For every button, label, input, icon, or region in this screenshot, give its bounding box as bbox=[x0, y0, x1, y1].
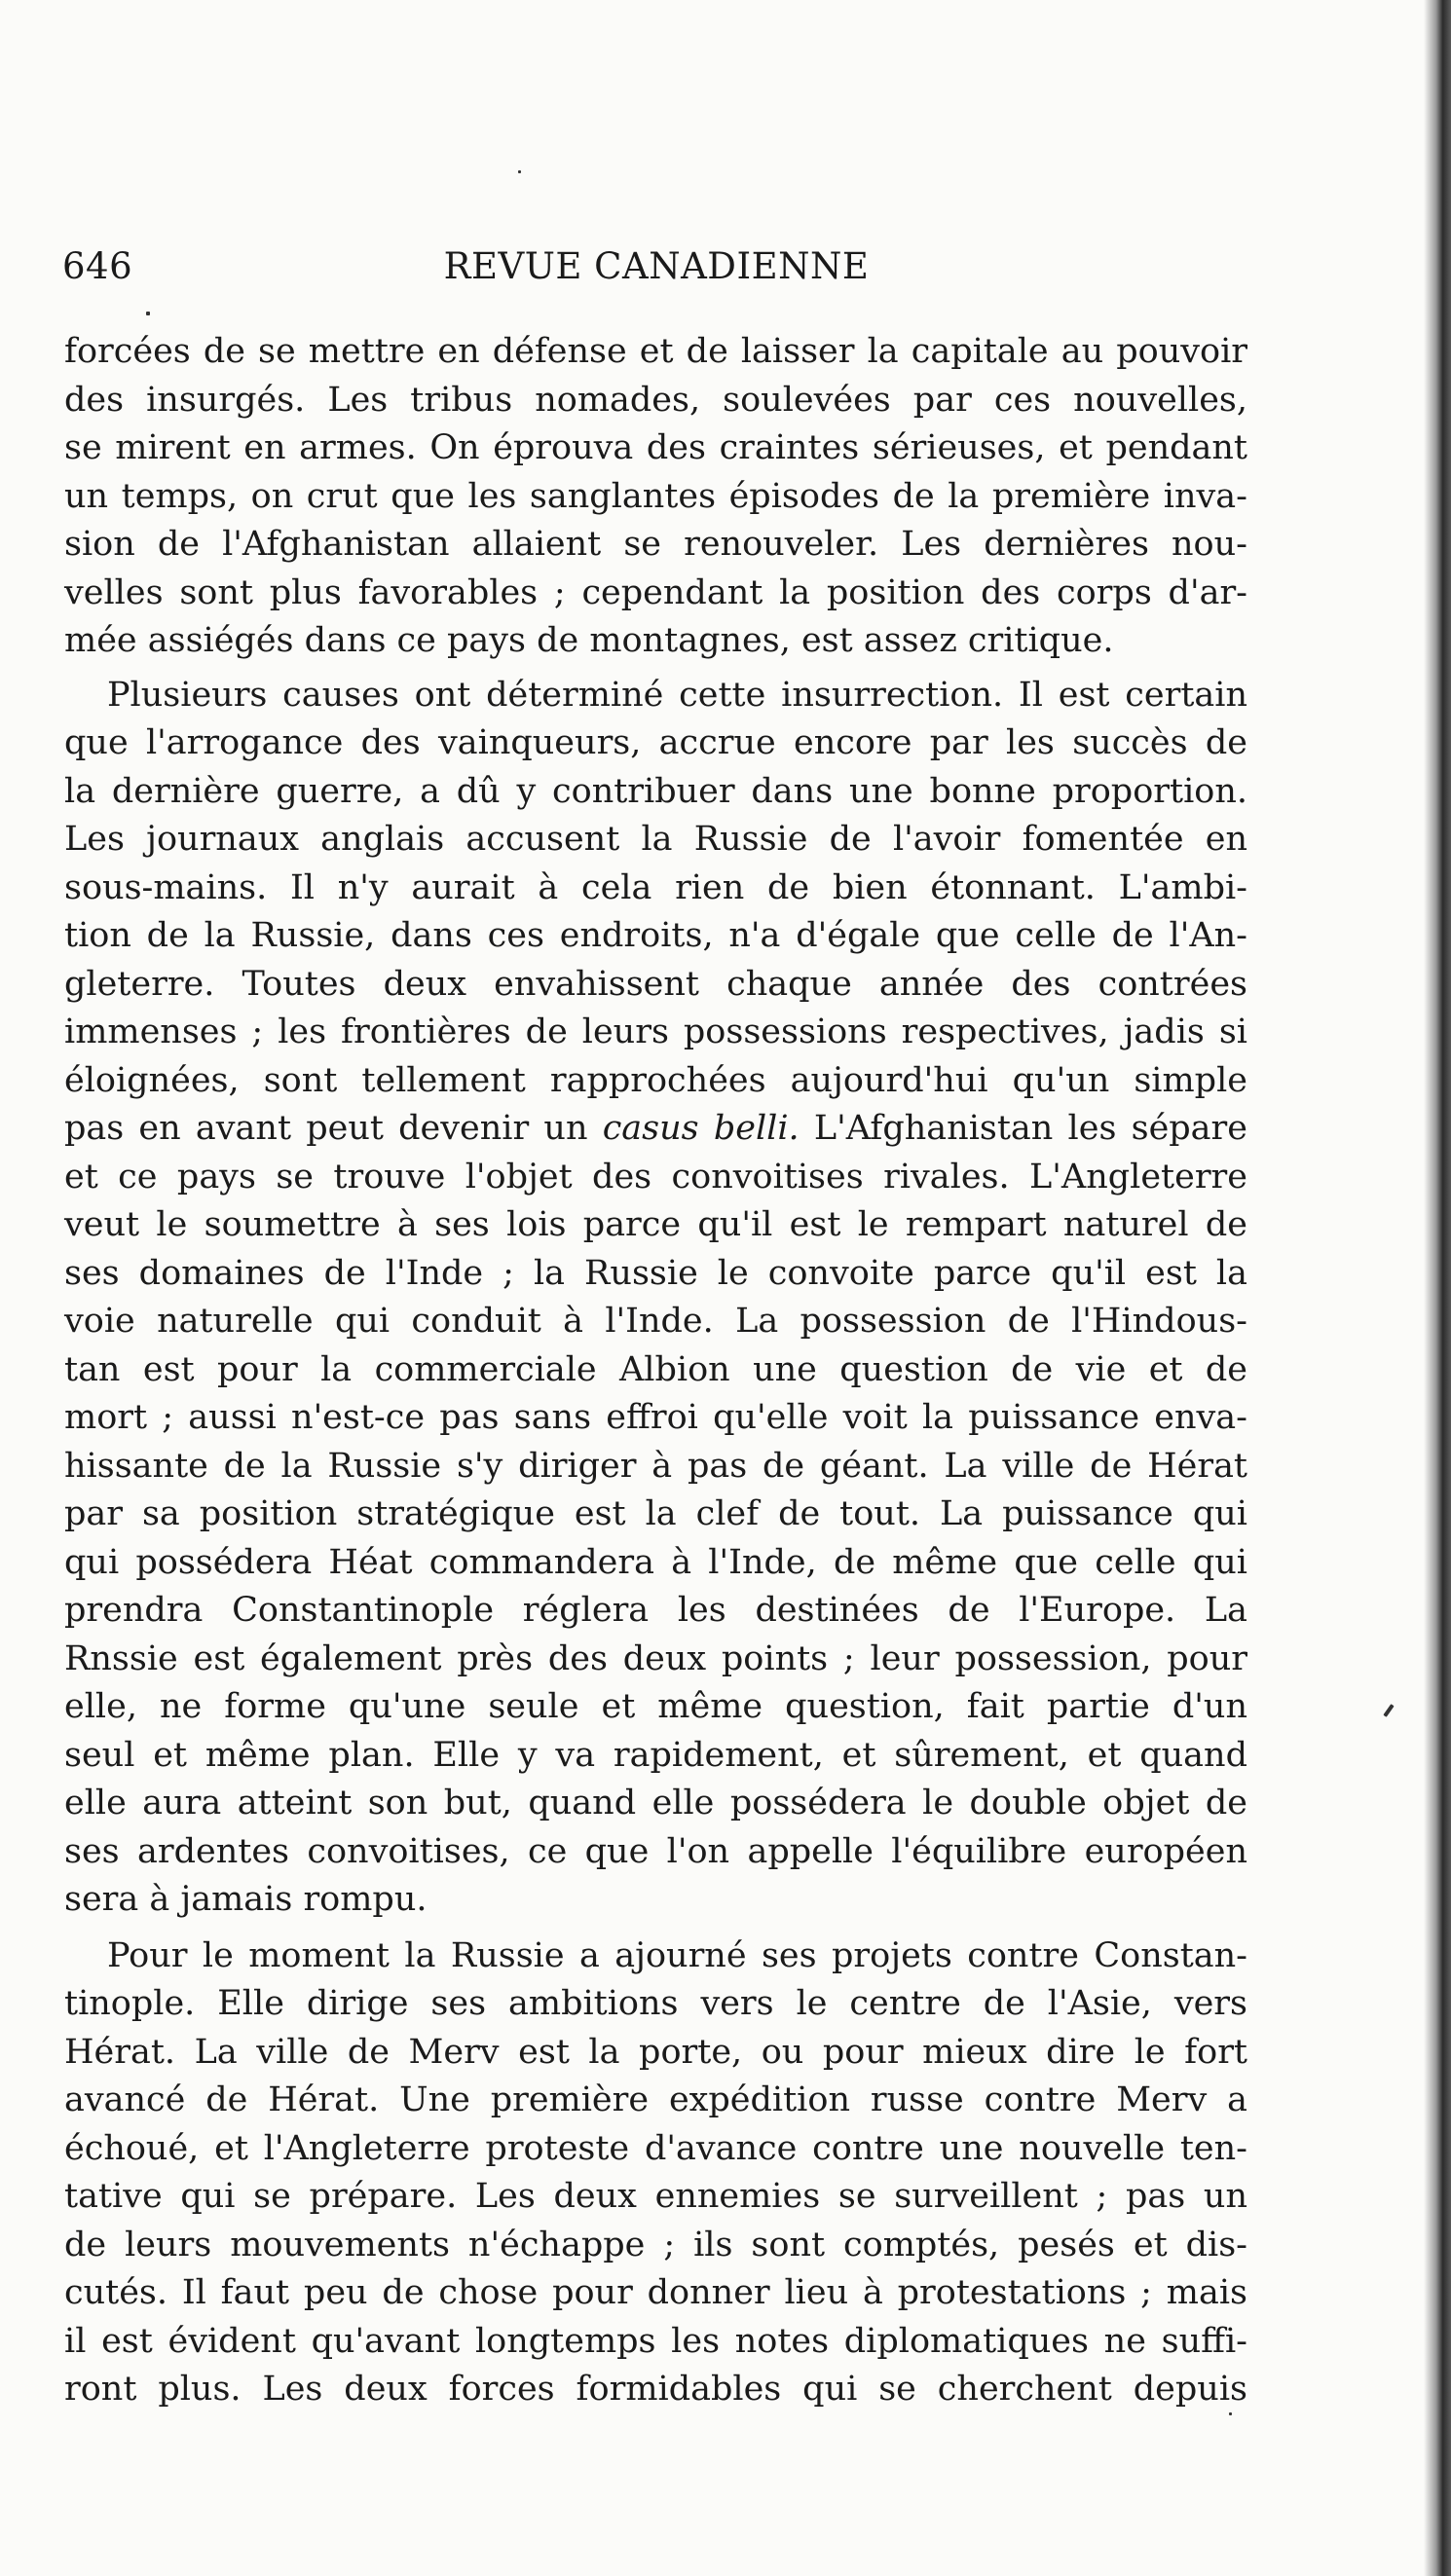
text-line: elle, ne forme qu'une seule et même question, fait partie d'un bbox=[64, 1687, 1247, 1726]
text-line: immenses ; les frontières de leurs possessions respectives, jadis si bbox=[64, 1012, 1247, 1051]
ink-speck bbox=[1383, 1704, 1394, 1717]
text-line: cutés. Il faut peu de chose pour donner lieu à protestations ; mais bbox=[64, 2273, 1247, 2312]
text-line: seul et même plan. Elle y va rapidement, et sûrement, et quand bbox=[64, 1735, 1247, 1775]
paragraph-3 bbox=[64, 1932, 1247, 2414]
text-line: hissante de la Russie s'y diriger à pas de géant. La ville de Hérat bbox=[64, 1446, 1247, 1486]
text-line: se mirent en armes. On éprouva des craintes sérieuses, et pendant bbox=[64, 428, 1247, 467]
text-line: la dernière guerre, a dû y contribuer dans une bonne proportion. bbox=[64, 771, 1247, 811]
text-line: forcées de se mettre en défense et de laisser la capitale au pouvoir bbox=[64, 332, 1247, 371]
text-line: velles sont plus favorables ; cependant la position des corps d'ar- bbox=[64, 572, 1247, 612]
text-line-with-italic bbox=[64, 1105, 1247, 1154]
text-line: il est évident qu'avant longtemps les notes diplomatiques ne suffi- bbox=[64, 2321, 1247, 2361]
text-line: mort ; aussi n'est-ce pas sans effroi qu'elle voit la puissance enva- bbox=[64, 1398, 1247, 1437]
text-line: sera à jamais rompu. bbox=[64, 1880, 428, 1919]
text-line: veut le soumettre à ses lois parce qu'il est le rempart naturel de bbox=[64, 1205, 1247, 1244]
text-line: échoué, et l'Angleterre proteste d'avance contre une nouvelle ten- bbox=[64, 2128, 1247, 2168]
text-line: Hérat. La ville de Merv est la porte, ou pour mieux dire le fort bbox=[64, 2032, 1247, 2072]
paragraph-2 bbox=[64, 672, 1247, 1925]
text-line: par sa position stratégique est la clef de tout. La puissance qui bbox=[64, 1494, 1247, 1533]
running-title: REVUE CANADIENNE bbox=[443, 245, 870, 287]
text-run: pas en avant peut devenir un bbox=[64, 1109, 603, 1148]
body-text bbox=[64, 328, 1247, 2414]
text-line: Rnssie est également près des deux points ; leur possession, pour bbox=[64, 1638, 1247, 1678]
ink-speck bbox=[1229, 2412, 1232, 2415]
text-line: ses domaines de l'Inde ; la Russie le convoite parce qu'il est la bbox=[64, 1253, 1247, 1293]
paragraph-1 bbox=[64, 328, 1247, 666]
italic-phrase: casus belli. bbox=[602, 1109, 800, 1148]
text-run: L'Afghanistan les sépare bbox=[799, 1109, 1247, 1148]
text-line: Pour le moment la Russie a ajourné ses projets contre Constan- bbox=[107, 1935, 1247, 1975]
text-line: tative qui se prépare. Les deux ennemies se surveillent ; pas un bbox=[64, 2177, 1247, 2216]
text-line: Plusieurs causes ont déterminé cette insurrection. Il est certain bbox=[107, 675, 1247, 715]
text-line: sous-mains. Il n'y aurait à cela rien de bien étonnant. L'ambi- bbox=[64, 867, 1247, 907]
text-line: et ce pays se trouve l'objet des convoitises rivales. L'Angleterre bbox=[64, 1157, 1247, 1196]
text-line: qui possédera Héat commandera à l'Inde, de même que celle qui bbox=[64, 1542, 1247, 1582]
text-line: éloignées, sont tellement rapprochées aujourd'hui qu'un simple bbox=[64, 1060, 1247, 1100]
ink-speck bbox=[146, 312, 150, 315]
text-line: tinople. Elle dirige ses ambitions vers le centre de l'Asie, vers bbox=[64, 1984, 1247, 2023]
text-line: de leurs mouvements n'échappe ; ils sont comptés, pesés et dis- bbox=[64, 2225, 1247, 2264]
text-line: que l'arrogance des vainqueurs, accrue encore par les succès de bbox=[64, 723, 1247, 762]
text-line: prendra Constantinople réglera les destinées de l'Europe. La bbox=[64, 1591, 1247, 1630]
page-number: 646 bbox=[62, 245, 133, 287]
text-line: voie naturelle qui conduit à l'Inde. La possession de l'Hindous- bbox=[64, 1302, 1247, 1341]
text-line: tan est pour la commerciale Albion une question de vie et de bbox=[64, 1349, 1247, 1389]
text-line: sion de l'Afghanistan allaient se renouveler. Les dernières nou- bbox=[64, 525, 1247, 564]
text-line: ses ardentes convoitises, ce que l'on appelle l'équilibre européen bbox=[64, 1831, 1247, 1871]
page-binding-edge bbox=[1424, 0, 1451, 2576]
text-line: un temps, on crut que les sanglantes épisodes de la première inva- bbox=[64, 476, 1247, 516]
text-line: des insurgés. Les tribus nomades, soulevées par ces nouvelles, bbox=[64, 380, 1247, 420]
text-line: gleterre. Toutes deux envahissent chaque année des contrées bbox=[64, 964, 1247, 1004]
text-line: avancé de Hérat. Une première expédition russe contre Merv a bbox=[64, 2080, 1247, 2119]
text-line: Les journaux anglais accusent la Russie de l'avoir fomentée en bbox=[64, 820, 1247, 859]
page-header bbox=[62, 245, 1250, 294]
text-line: ront plus. Les deux forces formidables qui se cherchent depuis bbox=[64, 2370, 1247, 2409]
text-line: elle aura atteint son but, quand elle possédera le double objet de bbox=[64, 1784, 1247, 1822]
text-line: tion de la Russie, dans ces endroits, n'a d'égale que celle de l'An- bbox=[64, 916, 1247, 955]
ink-speck bbox=[518, 170, 521, 173]
text-line: mée assiégés dans ce pays de montagnes, est assez critique. bbox=[64, 621, 1114, 660]
